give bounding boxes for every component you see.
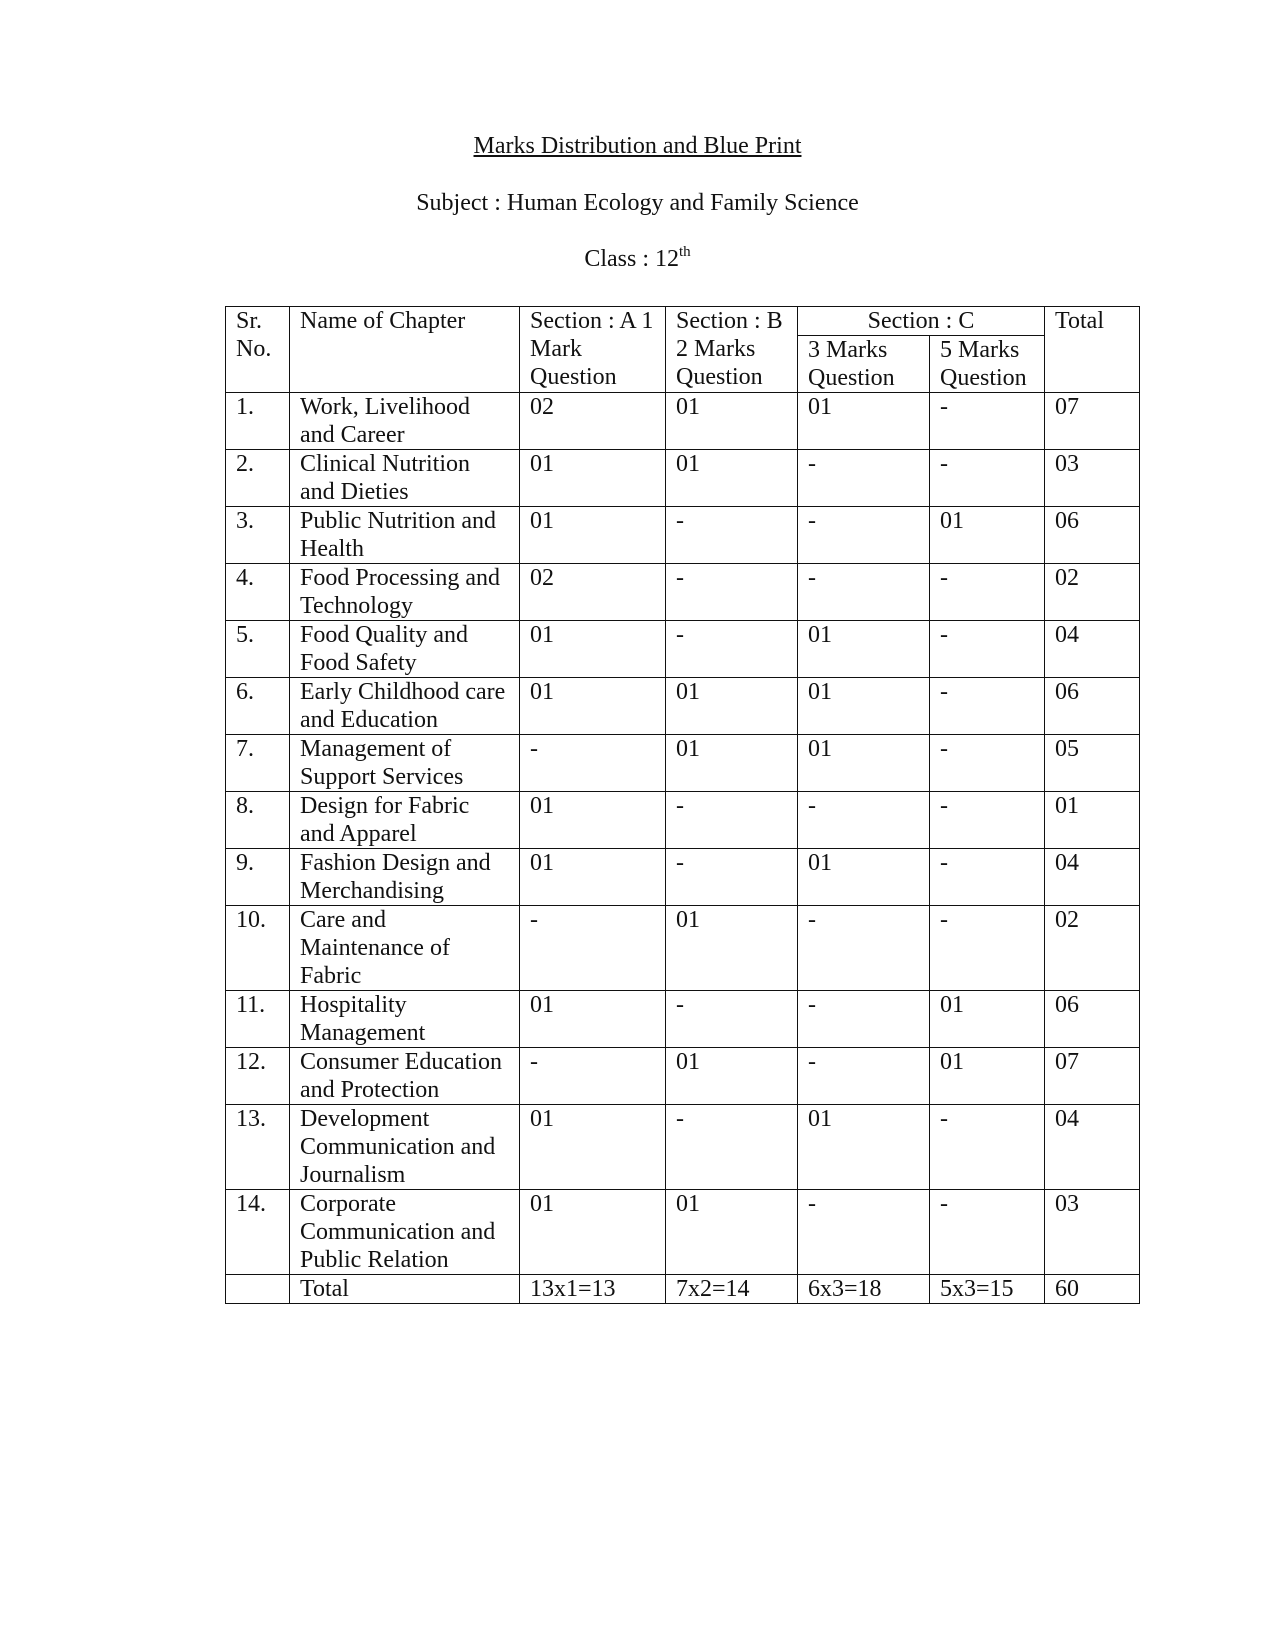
chapter-name-cell: Food Quality and Food Safety — [290, 621, 520, 678]
table-row — [226, 1048, 1140, 1105]
chapter-name-cell: Food Processing and Technology — [290, 564, 520, 621]
sr-no-cell: 13. — [226, 1105, 290, 1190]
table-row — [226, 507, 1140, 564]
sr-no-cell: 1. — [226, 393, 290, 450]
section-c-3-cell: - — [798, 450, 930, 507]
row-total-cell: 06 — [1045, 507, 1140, 564]
section-c-5-cell: 01 — [930, 507, 1045, 564]
section-a-cell: 01 — [520, 1190, 666, 1275]
row-total-cell: 02 — [1045, 906, 1140, 991]
section-a-cell: - — [520, 1048, 666, 1105]
row-total-cell: 04 — [1045, 621, 1140, 678]
section-c-3-cell: - — [798, 1048, 930, 1105]
page-title-text: Marks Distribution and Blue Print — [473, 133, 802, 159]
sr-no-cell: 11. — [226, 991, 290, 1048]
class-line — [0, 243, 1275, 275]
sr-no-cell: 4. — [226, 564, 290, 621]
row-total-cell: 06 — [1045, 678, 1140, 735]
sr-no-cell: 14. — [226, 1190, 290, 1275]
section-c-5-cell: - — [930, 1105, 1045, 1190]
chapter-name-cell: Fashion Design and Merchandising — [290, 849, 520, 906]
sr-no-cell: 8. — [226, 792, 290, 849]
sr-no-cell: 5. — [226, 621, 290, 678]
table-row — [226, 450, 1140, 507]
section-a-cell: 01 — [520, 678, 666, 735]
section-b-cell: 01 — [666, 906, 798, 991]
header-section-c-3-marks: 3 Marks Question — [798, 336, 930, 393]
section-c-5-cell: - — [930, 564, 1045, 621]
header-sr-no: Sr. No. — [226, 307, 290, 393]
totals-section-c-5: 5x3=15 — [930, 1275, 1045, 1304]
chapter-name-cell: Design for Fabric and Apparel — [290, 792, 520, 849]
section-b-cell: 01 — [666, 393, 798, 450]
sr-no-cell: 12. — [226, 1048, 290, 1105]
row-total-cell: 07 — [1045, 393, 1140, 450]
row-total-cell: 05 — [1045, 735, 1140, 792]
section-b-cell: - — [666, 849, 798, 906]
totals-label: Total — [290, 1275, 520, 1304]
section-b-cell: 01 — [666, 450, 798, 507]
header-row — [226, 307, 1140, 336]
totals-row — [226, 1275, 1140, 1304]
totals-section-b: 7x2=14 — [666, 1275, 798, 1304]
sr-no-cell: 2. — [226, 450, 290, 507]
section-b-cell: 01 — [666, 678, 798, 735]
table-row — [226, 621, 1140, 678]
section-b-cell: - — [666, 621, 798, 678]
section-c-5-cell: - — [930, 792, 1045, 849]
section-c-5-cell: - — [930, 393, 1045, 450]
sr-no-cell: 3. — [226, 507, 290, 564]
header-chapter: Name of Chapter — [290, 307, 520, 393]
section-c-3-cell: 01 — [798, 735, 930, 792]
section-a-cell: 02 — [520, 564, 666, 621]
section-a-cell: 01 — [520, 792, 666, 849]
section-c-3-cell: - — [798, 507, 930, 564]
header-section-c: Section : C — [798, 307, 1045, 336]
section-c-5-cell: - — [930, 678, 1045, 735]
section-c-3-cell: 01 — [798, 678, 930, 735]
table-row — [226, 393, 1140, 450]
section-a-cell: 02 — [520, 393, 666, 450]
section-c-3-cell: - — [798, 906, 930, 991]
section-c-5-cell: - — [930, 906, 1045, 991]
section-c-5-cell: - — [930, 849, 1045, 906]
totals-section-c-3: 6x3=18 — [798, 1275, 930, 1304]
row-total-cell: 06 — [1045, 991, 1140, 1048]
table-row — [226, 735, 1140, 792]
grand-total: 60 — [1045, 1275, 1140, 1304]
section-a-cell: 01 — [520, 450, 666, 507]
chapter-name-cell: Work, Livelihood and Career — [290, 393, 520, 450]
section-c-3-cell: - — [798, 1190, 930, 1275]
sr-no-cell: 7. — [226, 735, 290, 792]
header-total: Total — [1045, 307, 1140, 393]
sr-no-cell: 9. — [226, 849, 290, 906]
table-row — [226, 906, 1140, 991]
section-a-cell: 01 — [520, 507, 666, 564]
table-row — [226, 1190, 1140, 1275]
section-c-5-cell: - — [930, 735, 1045, 792]
chapter-name-cell: Management of Support Services — [290, 735, 520, 792]
row-total-cell: 04 — [1045, 1105, 1140, 1190]
marks-distribution-table — [225, 306, 1140, 1304]
section-c-3-cell: 01 — [798, 393, 930, 450]
chapter-name-cell: Early Childhood care and Education — [290, 678, 520, 735]
section-a-cell: - — [520, 735, 666, 792]
chapter-name-cell: Development Communication and Journalism — [290, 1105, 520, 1190]
totals-section-a: 13x1=13 — [520, 1275, 666, 1304]
section-c-5-cell: 01 — [930, 991, 1045, 1048]
chapter-name-cell: Care and Maintenance of Fabric — [290, 906, 520, 991]
table-row — [226, 792, 1140, 849]
section-b-cell: - — [666, 1105, 798, 1190]
row-total-cell: 03 — [1045, 450, 1140, 507]
page-title — [0, 130, 1275, 162]
row-total-cell: 01 — [1045, 792, 1140, 849]
chapter-name-cell: Hospitality Management — [290, 991, 520, 1048]
section-b-cell: 01 — [666, 1190, 798, 1275]
sr-no-cell: 6. — [226, 678, 290, 735]
chapter-name-cell: Clinical Nutrition and Dieties — [290, 450, 520, 507]
table-row — [226, 564, 1140, 621]
class-superscript: th — [679, 244, 691, 260]
sr-no-cell: 10. — [226, 906, 290, 991]
section-b-cell: - — [666, 991, 798, 1048]
header-section-b: Section : B 2 Marks Question — [666, 307, 798, 393]
table-row — [226, 991, 1140, 1048]
header-section-a: Section : A 1 Mark Question — [520, 307, 666, 393]
section-a-cell: 01 — [520, 621, 666, 678]
section-a-cell: 01 — [520, 1105, 666, 1190]
section-c-3-cell: 01 — [798, 849, 930, 906]
section-c-5-cell: - — [930, 1190, 1045, 1275]
table-row — [226, 849, 1140, 906]
section-c-5-cell: - — [930, 621, 1045, 678]
section-c-3-cell: - — [798, 792, 930, 849]
chapter-name-cell: Corporate Communication and Public Relation — [290, 1190, 520, 1275]
chapter-name-cell: Consumer Education and Protection — [290, 1048, 520, 1105]
section-a-cell: - — [520, 906, 666, 991]
row-total-cell: 02 — [1045, 564, 1140, 621]
section-c-5-cell: 01 — [930, 1048, 1045, 1105]
section-a-cell: 01 — [520, 991, 666, 1048]
section-c-3-cell: - — [798, 991, 930, 1048]
chapter-name-cell: Public Nutrition and Health — [290, 507, 520, 564]
section-a-cell: 01 — [520, 849, 666, 906]
section-b-cell: 01 — [666, 1048, 798, 1105]
header-section-c-5-marks: 5 Marks Question — [930, 336, 1045, 393]
section-b-cell: - — [666, 792, 798, 849]
subject-line: Subject : Human Ecology and Family Science — [416, 190, 859, 216]
section-c-3-cell: 01 — [798, 1105, 930, 1190]
totals-sr-empty-cell — [226, 1275, 290, 1304]
row-total-cell: 07 — [1045, 1048, 1140, 1105]
section-c-5-cell: - — [930, 450, 1045, 507]
section-b-cell: - — [666, 507, 798, 564]
row-total-cell: 04 — [1045, 849, 1140, 906]
row-total-cell: 03 — [1045, 1190, 1140, 1275]
table-row — [226, 1105, 1140, 1190]
section-c-3-cell: 01 — [798, 621, 930, 678]
section-c-3-cell: - — [798, 564, 930, 621]
section-b-cell: 01 — [666, 735, 798, 792]
section-b-cell: - — [666, 564, 798, 621]
class-label: Class : 12 — [584, 246, 679, 272]
table-row — [226, 678, 1140, 735]
